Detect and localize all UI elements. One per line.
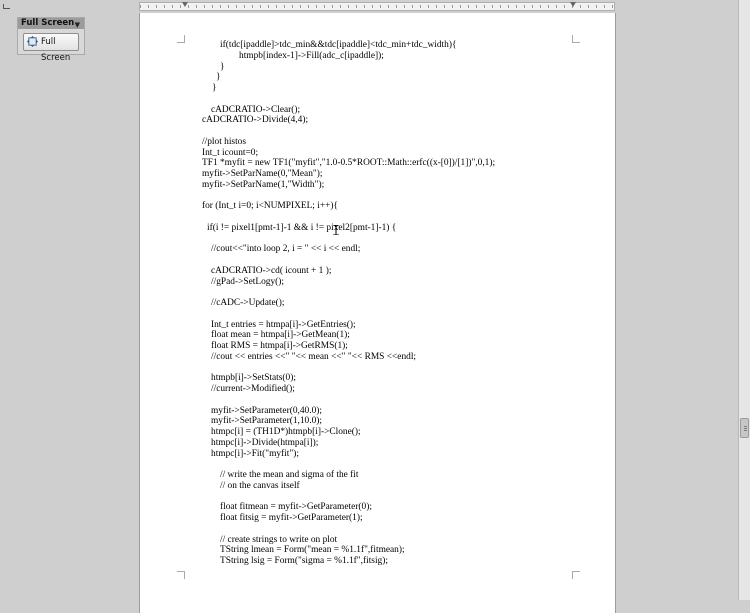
code-line[interactable]: myfit->SetParameter(0,40.0); [211,405,322,416]
code-line[interactable]: cADCRATIO->Clear(); [211,104,301,115]
code-line[interactable]: TString lmean = Form("mean = %1.1f",fitmean); [220,545,405,556]
fullscreen-icon [27,36,38,47]
code-line[interactable]: //gPad->SetLogy(); [211,276,284,287]
crop-mark-bottom-left [177,571,185,579]
toolbar-title: Full Screen [21,18,75,28]
code-line[interactable]: if(tdc[ipaddle]>tdc_min&&tdc[ipaddle]<tdc_min+tdc_width){ [220,40,457,50]
code-line[interactable]: float fitsig = myfit->GetParameter(1); [220,513,363,523]
left-indent-marker[interactable] [182,2,188,7]
vertical-scrollbar[interactable] [738,0,750,600]
code-line[interactable]: //cADC->Update(); [211,298,285,308]
code-line[interactable]: Int_t icount=0; [202,147,259,158]
right-indent-marker[interactable] [570,2,576,7]
full-screen-button[interactable] [23,33,79,63]
crop-mark-bottom-right [572,571,580,579]
code-line[interactable]: htmpb[index-1]->Fill(adc_c[ipaddle]); [239,50,384,61]
crop-mark-top-left [177,35,185,43]
code-line[interactable]: } [220,61,225,72]
window-corner-mark [3,4,10,9]
code-line[interactable]: TString lsig = Form("sigma = %1.1f",fitsig); [220,556,388,566]
code-line[interactable] [202,309,602,320]
code-line[interactable] [202,492,602,503]
document-text[interactable] [202,40,602,567]
code-line[interactable]: htmpb[i]->SetStats(0); [211,373,296,384]
code-line[interactable]: // create strings to write on plot [220,534,338,545]
code-line[interactable]: htmpc[i]->Fit("myfit"); [211,448,299,459]
code-line[interactable]: // write the mean and sigma of the fit [220,470,359,480]
chevron-down-icon[interactable]: ▼ [74,21,80,29]
code-line[interactable]: //current->Modified(); [211,384,295,394]
code-line[interactable]: myfit->SetParName(0,"Mean"); [202,169,323,179]
code-line[interactable] [202,459,602,470]
scrollbar-thumb[interactable] [740,418,749,438]
code-line[interactable] [202,94,602,105]
code-line[interactable]: htmpc[i] = (TH1D*)htmpb[i]->Clone(); [211,427,361,437]
code-line[interactable]: cADCRATIO->Divide(4,4); [202,115,309,126]
code-line[interactable]: } [216,72,221,83]
code-line[interactable]: Int_t entries = htmpa[i]->GetEntries(); [211,319,356,330]
code-line[interactable] [202,287,602,298]
code-line[interactable] [202,191,602,202]
code-line[interactable]: //cout << entries <<" "<< mean <<" "<< RMS <<endl; [211,351,417,362]
code-line[interactable] [202,234,602,245]
code-line[interactable] [202,363,602,374]
code-line[interactable]: float fitmean = myfit->GetParameter(0); [220,502,372,513]
code-line[interactable]: myfit->SetParName(1,"Width"); [202,179,325,190]
code-line[interactable] [202,212,602,223]
code-line[interactable]: float mean = htmpa[i]->GetMean(1); [211,330,350,341]
full-screen-toolbar [17,17,85,63]
code-line[interactable]: TF1 *myfit = new TF1("myfit","1.0-0.5*ROOT::Math::erfc((x-[0])/[1])",0,1); [202,158,496,169]
code-line[interactable]: //cout<<"into loop 2, i = " << i << endl; [211,244,361,255]
code-line[interactable]: if(i != pixel1[pmt-1]-1 && i != pixel2[pmt-1]-1) { [207,222,397,233]
code-line[interactable]: } [212,83,217,93]
toolbar-title-bar[interactable] [18,18,84,29]
code-line[interactable]: myfit->SetParameter(1,10.0); [211,416,322,427]
horizontal-ruler[interactable] [139,2,615,11]
code-line[interactable]: for (Int_t i=0; i<NUMPIXEL; i++){ [202,201,339,212]
code-line[interactable]: htmpc[i]->Divide(htmpa[i]); [211,437,319,448]
code-line[interactable] [202,126,602,137]
code-line[interactable]: cADCRATIO->cd( icount + 1 ); [211,265,332,276]
document-page[interactable] [139,13,616,613]
code-line[interactable]: // on the canvas itself [220,480,300,491]
code-line[interactable] [202,524,602,535]
code-line[interactable]: //plot histos [202,136,247,147]
code-line[interactable]: float RMS = htmpa[i]->GetRMS(1); [211,341,348,351]
full-screen-button-label: Full Screen [41,37,71,63]
code-line[interactable] [202,395,602,406]
text-cursor-icon [333,225,339,235]
code-line[interactable] [202,255,602,266]
